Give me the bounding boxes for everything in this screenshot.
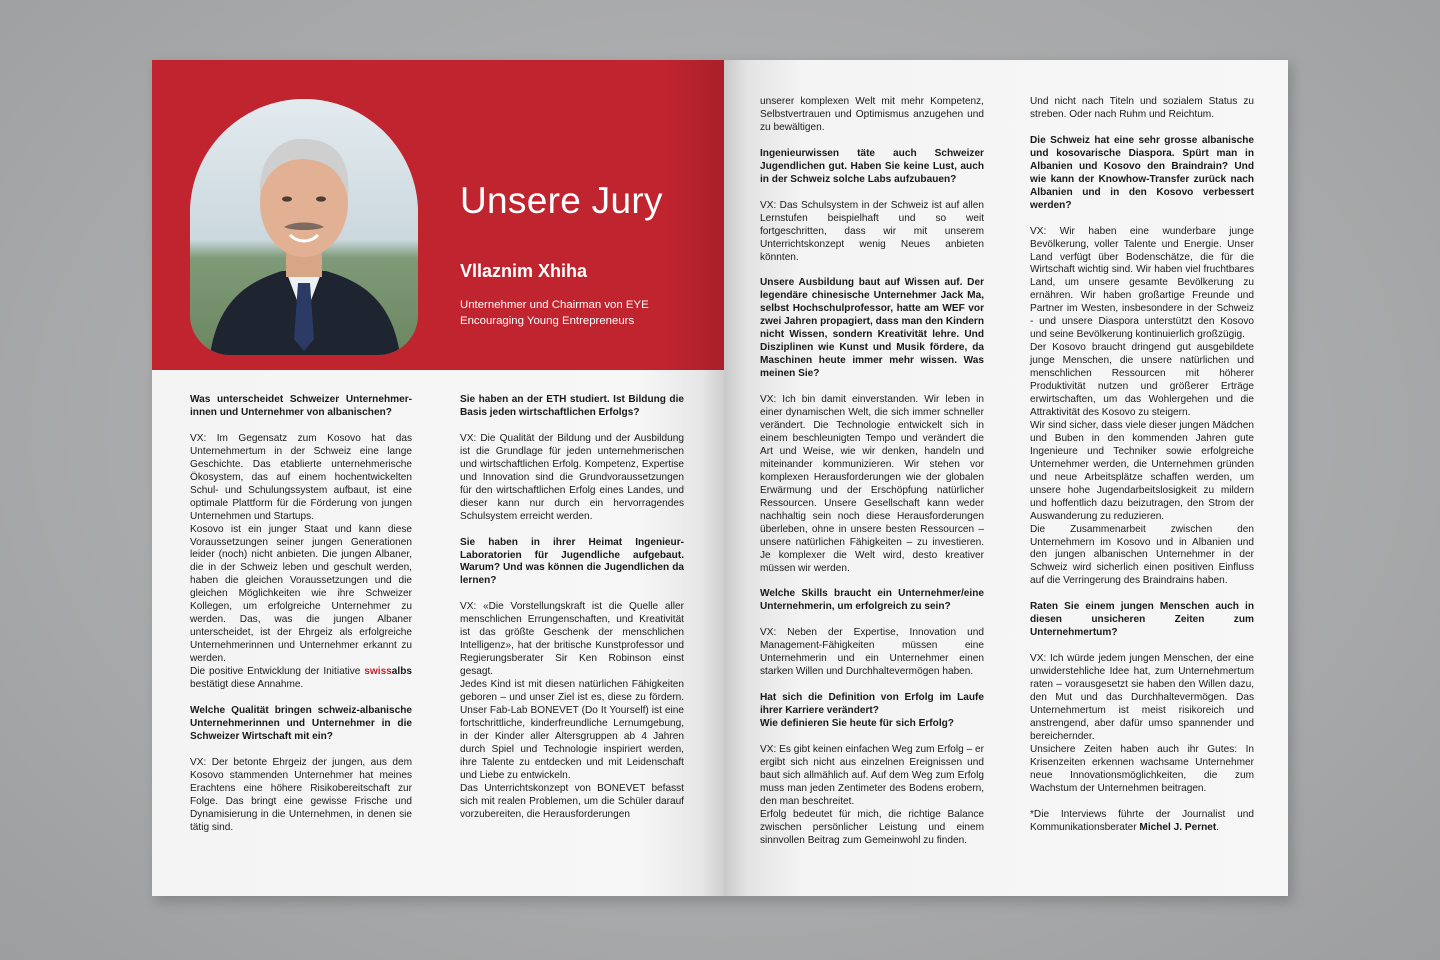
answer-paragraph: VX: Ich bin damit einverstanden. Wir leben in einer dynamischen Welt, die sich immer schneller verändert. Die Technologie entwickelt sich in einem beschleunigten Tempo und verändert die Art und Weise, wie wir denken, handeln und miteinander kommunizieren. Wir stehen vor komplexen Herausforderungen wie der globalen Erwärmung und der Erschöpfung natürlicher Ressourcen. Unsere Gesellschaft kann weder nachhaltig sein noch diese Herausforderungen überleben, ohne in unsere besten Ressourcen – unsere natürlichen Fähigkeiten – zu investieren. Je komplexer die Welt wird, desto kreativer müssen wir werden. <box>760 394 984 574</box>
question: Unsere Ausbildung baut auf Wissen auf. Der legendäre chinesische Unternehmer Jack Ma, selbst Hochschulprofessor, hatte am WEF vor zwei Jahren propagiert, dass man den Kindern nicht Wissen, sondern Kreativität lehre. Und Disziplinen wie Kunst und Musik fördere, da Maschinen heute immer mehr wissen. Was meinen Sie? <box>760 277 984 380</box>
question: Was unterscheidet Schweizer Unternehmer-innen und Unternehmer von albanischen? <box>190 394 412 418</box>
question: Sie haben in ihrer Heimat Ingenieur-Laboratorien für Jugendliche aufgebaut. Warum? Und was können die Jugendlichen da lernen? <box>460 536 684 587</box>
answer-paragraph: Wir sind sicher, dass viele dieser jungen Mädchen und Buben in den kommenden Jahren gute Ingenieure und Techniker sowie erfolgreiche Unternehmer werden, die Unternehmen gründen und neue Arbeitsplätze schaffen werden, um unsere hohe Jugendarbeitslosigkeit zu mildern und hoffentlich dazu beizutragen, den Strom der Auswanderung zu reduzieren. <box>1030 419 1254 522</box>
answer-paragraph: VX: Im Gegensatz zum Kosovo hat das Unternehmertum in der Schweiz eine lange Geschichte. Das etablierte unternehmerische Ökosystem, das auf einem hochentwickelten Schul- und Schulungssystem aufbaut, ist eine optimale Plattform für die Förderung von jungen Unternehmen und Startups. <box>190 432 412 522</box>
answer-paragraph: Erfolg bedeutet für mich, die richtige Balance zwischen persönlicher Leistung und einem sinnvollen Beitrag zum Gemeinwohl zu finden. <box>760 808 984 846</box>
answer-paragraph: Jedes Kind ist mit diesen natürlichen Fähigkeiten geboren – und unser Ziel ist es, diese zu fördern. Unser Fab-Lab BONEVET (Do It Yourself) ist eine fortschrittliche, kinderfreundliche Lernumgebung, in der Kinder aller Altersgruppen ab 4 Jahren durch Spiel und Technologie inspiriert werden, ihre Talente zu entdecken und mit Leidenschaft und Liebe zu entwickeln. <box>460 679 684 781</box>
right-page <box>724 60 1288 896</box>
answer-paragraph: VX: «Die Vorstellungskraft ist die Quelle aller menschlichen Errungenschaften, und Kreativität ist das größte Geschenk der menschlichen Intelligenz», hat der britische Kunstprofessor und Regierungsberater Sir Ken Robinson einst gesagt. <box>460 601 684 678</box>
text-span: *Die Interviews führte der Journalist und Kommunikationsberater <box>1030 808 1254 833</box>
answer-paragraph: VX: Neben der Expertise, Innovation und Management-Fähigkeiten müssen eine Unternehmerin und ein Unternehmer einen starken Willen und Durchhaltevermögen haben. <box>760 627 984 678</box>
question: Hat sich die Definition von Erfolg im Laufe ihrer Karriere verändert? <box>760 692 984 717</box>
answer-paragraph: VX: Der betonte Ehrgeiz der jungen, aus dem Kosovo stammenden Unternehmer hat meines Erachtens eine höhere Risikobereitschaft zur Folge. Das bringt eine gewisse Frische und Dynamisierung in die Unternehmen, in denen sie tätig sind. <box>190 756 412 833</box>
page-title: Unsere Jury <box>460 180 663 221</box>
left-page <box>152 60 724 896</box>
question: Die Schweiz hat eine sehr grosse albanische und kosovarische Diaspora. Spürt man in Albanien und Kosovo den Braindrain? Und wie kann der Knowhow-Transfer zurück nach Albanien und in den Kosovo verbessert werden? <box>1030 134 1254 211</box>
text-span: . <box>1216 821 1220 833</box>
brand-albs: albs <box>391 666 412 678</box>
header-band <box>152 60 724 370</box>
answer-paragraph: unserer komplexen Welt mit mehr Kompetenz, Selbstvertrauen und Optimismus anzugehen und zu bewältigen. <box>760 96 984 133</box>
author-name: Michel J. Pernet <box>1139 821 1217 833</box>
text-column-4 <box>1030 96 1254 835</box>
text-column-3 <box>760 96 984 848</box>
answer-paragraph: Der Kosovo braucht dringend gut ausgebildete junge Menschen, die unsere natürlichen und menschlichen Ressourcen mit höherer Produktivität nutzen und größerer Erträge erwirtschaften, um das Wohlergehen und die Attraktivität des Kosovo zu steigern. <box>1030 342 1254 418</box>
role-line-1: Unternehmer und Chairman von EYE <box>460 299 649 311</box>
answer-paragraph: Unsichere Zeiten haben auch ihr Gutes: In Krisenzeiten erkennen wachsame Unternehmer neue Innovationsmöglichkeiten, die zum Wachstum der Unternehmen beitragen. <box>1030 743 1254 794</box>
answer-paragraph: VX: Wir haben eine wunderbare junge Bevölkerung, voller Talente und Energie. Unser Land verfügt über Bodenschätze, die für die Wirtschaft wichtig sind. Wir haben viel fruchtbares Land, um unsere gesamte Bevölkerung zu ernähren. Wir haben großartige Freunde und Partner im Westen, insbesondere in der Schweiz - und unsere Diaspora unterstützt den Kosovo und seine Bevölkerung kontinuierlich großzügig. <box>1030 225 1254 341</box>
answer-paragraph: VX: Ich würde jedem jungen Menschen, der eine unwiderstehliche Idee hat, zum Unternehmertum raten – vorausgesetzt sie haben den Willen dazu, den Mut und das Durchhaltevermögen. Das Unternehmertum ist meist risikoreich und anstrengend, aber dafür umso spannender und bereichernder. <box>1030 653 1254 742</box>
answer-paragraph: Die Zusammenarbeit zwischen den Unternehmern im Kosovo und in Albanien und den jungen albanischen Unternehmer in der Schweiz wird sicherlich einen positiven Einfluss auf die Verringerung des Braindrains haben. <box>1030 523 1254 587</box>
answer-paragraph: VX: Es gibt keinen einfachen Weg zum Erfolg – er ergibt sich nicht aus einzelnen Ereignissen und baut sich allmählich auf. Auf dem Weg zum Erfolg muss man jeden Zentimeter des Bodens erobern, den man beschreitet. <box>760 744 984 807</box>
portrait-illustration <box>190 99 418 355</box>
brand-swiss: swiss <box>364 666 392 678</box>
answer-paragraph <box>190 666 412 692</box>
question: Welche Skills braucht ein Unternehmer/eine Unternehmerin, um erfolgreich zu sein? <box>760 588 984 613</box>
answer-paragraph: VX: Die Qualität der Bildung und der Ausbildung ist die Grundlage für jeden unternehmerischen und wirtschaftlichen Erfolg. Kompetenz, Expertise und Innovation sind die Grundvoraussetzungen für den wirtschaftlichen Erfolg eines Landes, und dieser kann nur durch ein hervorragendes Schulsystem erreicht werden. <box>460 432 684 522</box>
text-column-1 <box>190 394 412 835</box>
question: Raten Sie einem jungen Menschen auch in diesen unsicheren Zeiten zum Unternehmertum? <box>1030 601 1254 639</box>
question: Welche Qualität bringen schweiz-albanische Unternehmerinnen und Unternehmer in die Schweizer Wirtschaft mit ein? <box>190 704 412 742</box>
answer-paragraph: Kosovo ist ein junger Staat und kann diese Voraussetzungen seiner jungen Generationen leider (noch) nicht anbieten. Die jungen Albaner, die in der Schweiz leben und geschult werden, haben die gleichen Voraussetzungen und die gleichen Möglichkeiten wie ihre Schweizer Kollegen, um erfolgreiche Unternehmer zu werden. Das, was die jungen Albaner unterscheidet, ist der Ehrgeiz als erfolgreiche Unternehmerinnen und Unternehmer erkannt zu werden. <box>190 523 412 665</box>
answer-paragraph: VX: Das Schulsystem in der Schweiz ist auf allen Lernstufen beispielhaft und so weit fortgeschritten, dass wir mit unserem Unterrichtskonzept wenig Neues anbieten könnten. <box>760 199 984 263</box>
question: Ingenieurwissen täte auch Schweizer Jugendlichen gut. Haben Sie keine Lust, auch in der Schweiz solche Labs aufzubauen? <box>760 147 984 185</box>
question: Sie haben an der ETH studiert. Ist Bildung die Basis jeden wirtschaftlichen Erfolgs? <box>460 394 684 418</box>
answer-paragraph: Das Unterrichtskonzept von BONEVET befasst sich mit realen Problemen, um die Schüler darauf vorzubereiten, die Herausforderungen <box>460 782 684 820</box>
text-span: Die positive Entwicklung der Initiative <box>190 666 365 678</box>
text-column-2 <box>460 394 684 822</box>
jury-member-name: Vllaznim Xhiha <box>460 261 588 281</box>
footnote <box>1030 809 1254 835</box>
answer-paragraph: Und nicht nach Titeln und sozialem Status zu streben. Oder nach Ruhm und Reichtum. <box>1030 96 1254 120</box>
text-span: bestätigt diese Annahme. <box>190 679 304 691</box>
jury-member-role <box>460 297 700 329</box>
question: Wie definieren Sie heute für sich Erfolg? <box>760 718 954 730</box>
role-line-2: Encouraging Young Entrepreneurs <box>460 315 635 327</box>
portrait-photo <box>190 99 418 355</box>
